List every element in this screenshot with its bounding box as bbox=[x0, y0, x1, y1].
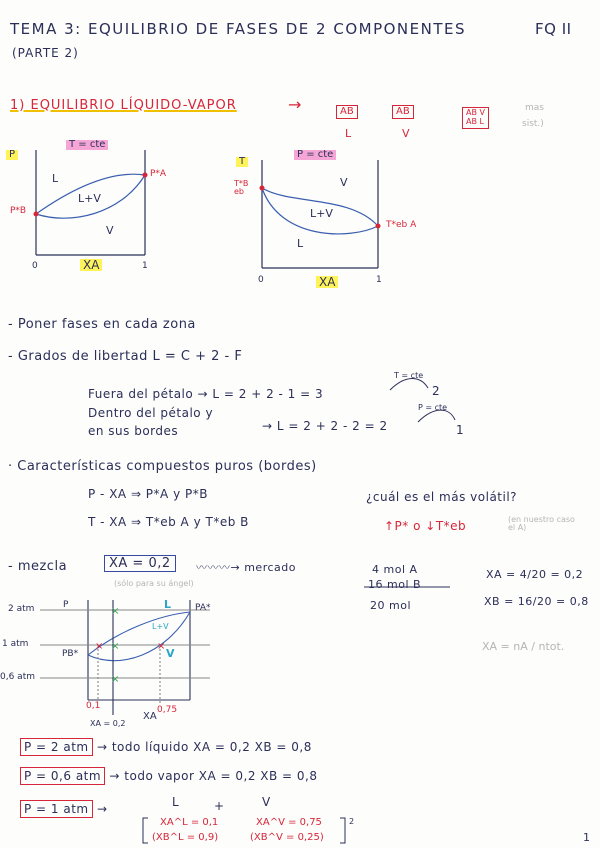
pt-pa-star: P*A bbox=[150, 169, 167, 179]
pt-region-l: L bbox=[52, 172, 59, 185]
faint-note-2: sist.) bbox=[522, 119, 544, 129]
result-v-xb: (XB^V = 0,25) bbox=[250, 832, 324, 843]
pt-xlabel: XA bbox=[80, 259, 102, 271]
note-question: ¿cuál es el más volátil? bbox=[366, 490, 518, 504]
pt-x0: 0 bbox=[32, 261, 38, 271]
tx-ta-star: T*eb A bbox=[386, 220, 417, 230]
tx-axis-y: T bbox=[236, 157, 248, 167]
svg-text:×: × bbox=[157, 641, 166, 652]
mix-moles-b: 16 mol B bbox=[368, 578, 422, 591]
note-one: 1 bbox=[456, 423, 464, 437]
result-l-xa: XA^L = 0,1 bbox=[160, 817, 219, 828]
section-heading-text: 1) EQUILIBRIO LÍQUIDO-VAPOR bbox=[10, 98, 237, 113]
result-row-2 bbox=[20, 770, 318, 782]
note-inside-2: en sus bordes bbox=[88, 424, 179, 438]
tx-x1: 1 bbox=[376, 275, 382, 285]
page-number: 1 bbox=[583, 831, 590, 844]
mix-wave: 〰〰〰→ mercado bbox=[196, 561, 296, 574]
mix-moles-total: 20 mol bbox=[370, 599, 411, 612]
note-answer: ↑P* o ↓T*eb bbox=[384, 519, 467, 533]
note-t-cte: T = cte bbox=[394, 371, 424, 380]
note-outside: Fuera del pétalo → L = 2 + 2 - 1 = 3 bbox=[88, 387, 324, 401]
mix-x075: 0,75 bbox=[157, 705, 178, 715]
tx-region-l: L bbox=[297, 237, 304, 250]
note-px: P - XA ⇒ P*A y P*B bbox=[88, 487, 208, 501]
mix-pa-star: PA* bbox=[195, 603, 211, 613]
mix-xa-eq: XA = 4/20 = 0,2 bbox=[486, 568, 584, 581]
mix-region-l: L bbox=[164, 598, 172, 611]
result-1-condition: P = 2 atm bbox=[20, 738, 93, 756]
result-1-text: → todo líquido XA = 0,2 XB = 0,8 bbox=[96, 740, 312, 754]
container-liquid-box: AB bbox=[336, 105, 358, 119]
faint-note-1: mas bbox=[525, 103, 544, 113]
mix-x01: 0,1 bbox=[86, 701, 101, 711]
note-phases: - Poner fases en cada zona bbox=[8, 317, 196, 332]
container-liquid-label: L bbox=[345, 127, 352, 140]
pt-region-lv: L+V bbox=[78, 192, 101, 205]
mix-pb-star: PB* bbox=[62, 649, 79, 659]
mix-region-lv: L+V bbox=[152, 622, 169, 631]
result-2-condition: P = 0,6 atm bbox=[20, 767, 105, 785]
container-vapor-box: AB bbox=[392, 105, 414, 119]
container-mixed-bottom: AB L bbox=[466, 116, 484, 126]
mix-p-label: P bbox=[63, 600, 69, 610]
result-col-l: L bbox=[172, 795, 180, 809]
note-inside-eq: → L = 2 + 2 - 2 = 2 bbox=[262, 419, 388, 433]
result-v-xa: XA^V = 0,75 bbox=[256, 817, 322, 828]
part-label: (PARTE 2) bbox=[12, 46, 79, 60]
mix-moles-a: 4 mol A bbox=[372, 563, 418, 576]
svg-text:×: × bbox=[111, 606, 120, 617]
mix-p1: 1 atm bbox=[2, 639, 29, 649]
result-3-condition: P = 1 atm bbox=[20, 800, 93, 818]
note-degrees: - Grados de libertad L = C + 2 - F bbox=[8, 349, 243, 364]
tx-tb-star: T*B eb bbox=[234, 179, 249, 196]
result-2-text: → todo vapor XA = 0,2 XB = 0,8 bbox=[109, 769, 318, 783]
mix-xa-02: XA = 0,2 bbox=[90, 719, 126, 728]
mix-xb-eq: XB = 16/20 = 0,8 bbox=[484, 595, 589, 608]
mix-xa-label: XA bbox=[143, 711, 157, 722]
tx-xlabel: XA bbox=[316, 276, 338, 288]
result-row-1 bbox=[20, 741, 312, 753]
pt-axis-y: P bbox=[6, 150, 18, 160]
mix-p2: 2 atm bbox=[8, 604, 35, 614]
tx-region-v: V bbox=[340, 176, 348, 189]
pt-region-v: V bbox=[106, 224, 114, 237]
mix-faint-eq: XA = nA / ntot. bbox=[482, 640, 565, 653]
note-inside-1: Dentro del pétalo y bbox=[88, 406, 214, 420]
svg-text:×: × bbox=[111, 641, 120, 652]
pt-pb-star: P*B bbox=[10, 206, 27, 216]
tx-region-lv: L+V bbox=[310, 207, 333, 220]
result-col-v: V bbox=[262, 795, 271, 809]
course-code: FQ II bbox=[535, 20, 572, 38]
mix-boxed-xa: XA = 0,2 bbox=[104, 555, 176, 572]
note-two: 2 bbox=[432, 384, 440, 398]
result-plus: + bbox=[214, 799, 225, 813]
svg-text:×: × bbox=[111, 674, 120, 685]
mix-under: (sólo para su ángel) bbox=[114, 579, 194, 588]
mix-label: - mezcla bbox=[8, 559, 68, 574]
tx-condition: P = cte bbox=[294, 150, 336, 160]
container-vapor-label: V bbox=[402, 127, 410, 140]
pt-condition: T = cte bbox=[66, 140, 108, 150]
result-sup: 2 bbox=[349, 817, 355, 826]
note-pure: · Características compuestos puros (bordes) bbox=[8, 459, 317, 474]
page-title: TEMA 3: EQUILIBRIO DE FASES DE 2 COMPONENTES bbox=[10, 20, 467, 38]
mix-p06: 0,6 atm bbox=[0, 672, 35, 682]
note-answer-detail: (en nuestro caso el A) bbox=[508, 515, 575, 532]
tx-x0: 0 bbox=[258, 275, 264, 285]
heading-arrow: → bbox=[288, 95, 302, 114]
result-l-xb: (XB^L = 0,9) bbox=[152, 832, 219, 843]
result-row-3 bbox=[20, 803, 108, 815]
note-p-cte: P = cte bbox=[418, 403, 448, 412]
pt-x1: 1 bbox=[142, 261, 148, 271]
svg-text:×: × bbox=[95, 641, 104, 652]
result-3-arrow: → bbox=[96, 802, 108, 816]
mix-region-v: V bbox=[166, 647, 175, 660]
note-tx: T - XA ⇒ T*eb A y T*eb B bbox=[88, 515, 249, 529]
container-mixed-top: AB V bbox=[466, 108, 485, 117]
